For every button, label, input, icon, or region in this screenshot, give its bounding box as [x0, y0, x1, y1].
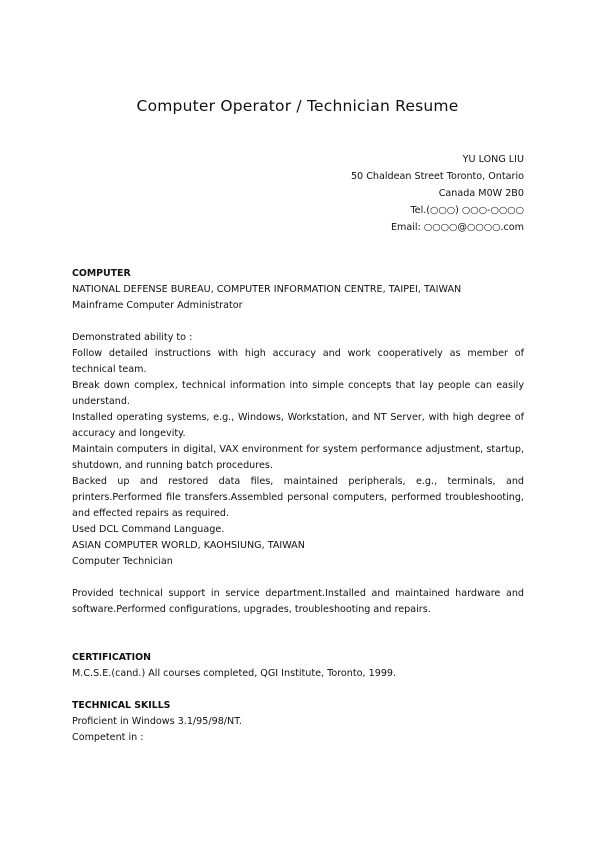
contact-email: Email: ○○○○@○○○○.com — [390, 222, 524, 233]
contact-address-line1: 50 Chaldean Street Toronto, Ontario — [350, 171, 524, 182]
spacer — [72, 618, 524, 650]
technical-skills-heading: TECHNICAL SKILLS — [72, 700, 171, 711]
duty-item: Follow detailed instructions with high accuracy and work cooperatively as member of technical team. — [72, 348, 524, 375]
resume-body — [72, 266, 524, 746]
document-title: Computer Operator / Technician Resume — [136, 97, 459, 115]
contact-block — [351, 151, 524, 236]
role-2: Computer Technician — [72, 556, 173, 567]
duty-item: Used DCL Command Language. — [72, 524, 225, 535]
contact-name: YU LONG LIU — [462, 154, 524, 165]
duty-item: Maintain computers in digital, VAX environment for system performance adjustment, startup, shutdown, and running batch procedures. — [72, 444, 524, 471]
computer-heading: COMPUTER — [72, 268, 131, 279]
duties-intro: Demonstrated ability to : — [72, 332, 193, 343]
duty-item: Break down complex, technical information into simple concepts that lay people can easily understand. — [72, 380, 524, 407]
certification-heading: CERTIFICATION — [72, 652, 151, 663]
contact-tel: Tel.(○○○) ○○○-○○○○ — [410, 205, 524, 216]
duty-item: Installed operating systems, e.g., Windows, Workstation, and NT Server, with high degree of accuracy and longevity. — [72, 412, 524, 439]
spacer — [72, 314, 524, 330]
certification-item: M.C.S.E.(cand.) All courses completed, QGI Institute, Toronto, 1999. — [72, 668, 397, 679]
duty-item: Backed up and restored data files, maintained peripherals, e.g., terminals, and printers.Performed file transfers.Assembled personal computers, performed troubleshooting, and effected repairs as required. — [72, 476, 524, 519]
skills-line-1: Proficient in Windows 3.1/95/98/NT. — [72, 716, 242, 727]
spacer — [72, 682, 524, 698]
employer-2: ASIAN COMPUTER WORLD, KAOHSIUNG, TAIWAN — [72, 540, 305, 551]
employer-1: NATIONAL DEFENSE BUREAU, COMPUTER INFORMATION CENTRE, TAIPEI, TAIWAN — [72, 284, 462, 295]
role-1: Mainframe Computer Administrator — [72, 300, 243, 311]
contact-address-line2: Canada M0W 2B0 — [438, 188, 524, 199]
role-2-description: Provided technical support in service department.Installed and maintained hardware and software.Performed configurations, upgrades, troubleshooting and repairs. — [72, 588, 524, 615]
skills-line-2: Competent in : — [72, 732, 144, 743]
spacer — [72, 570, 524, 586]
